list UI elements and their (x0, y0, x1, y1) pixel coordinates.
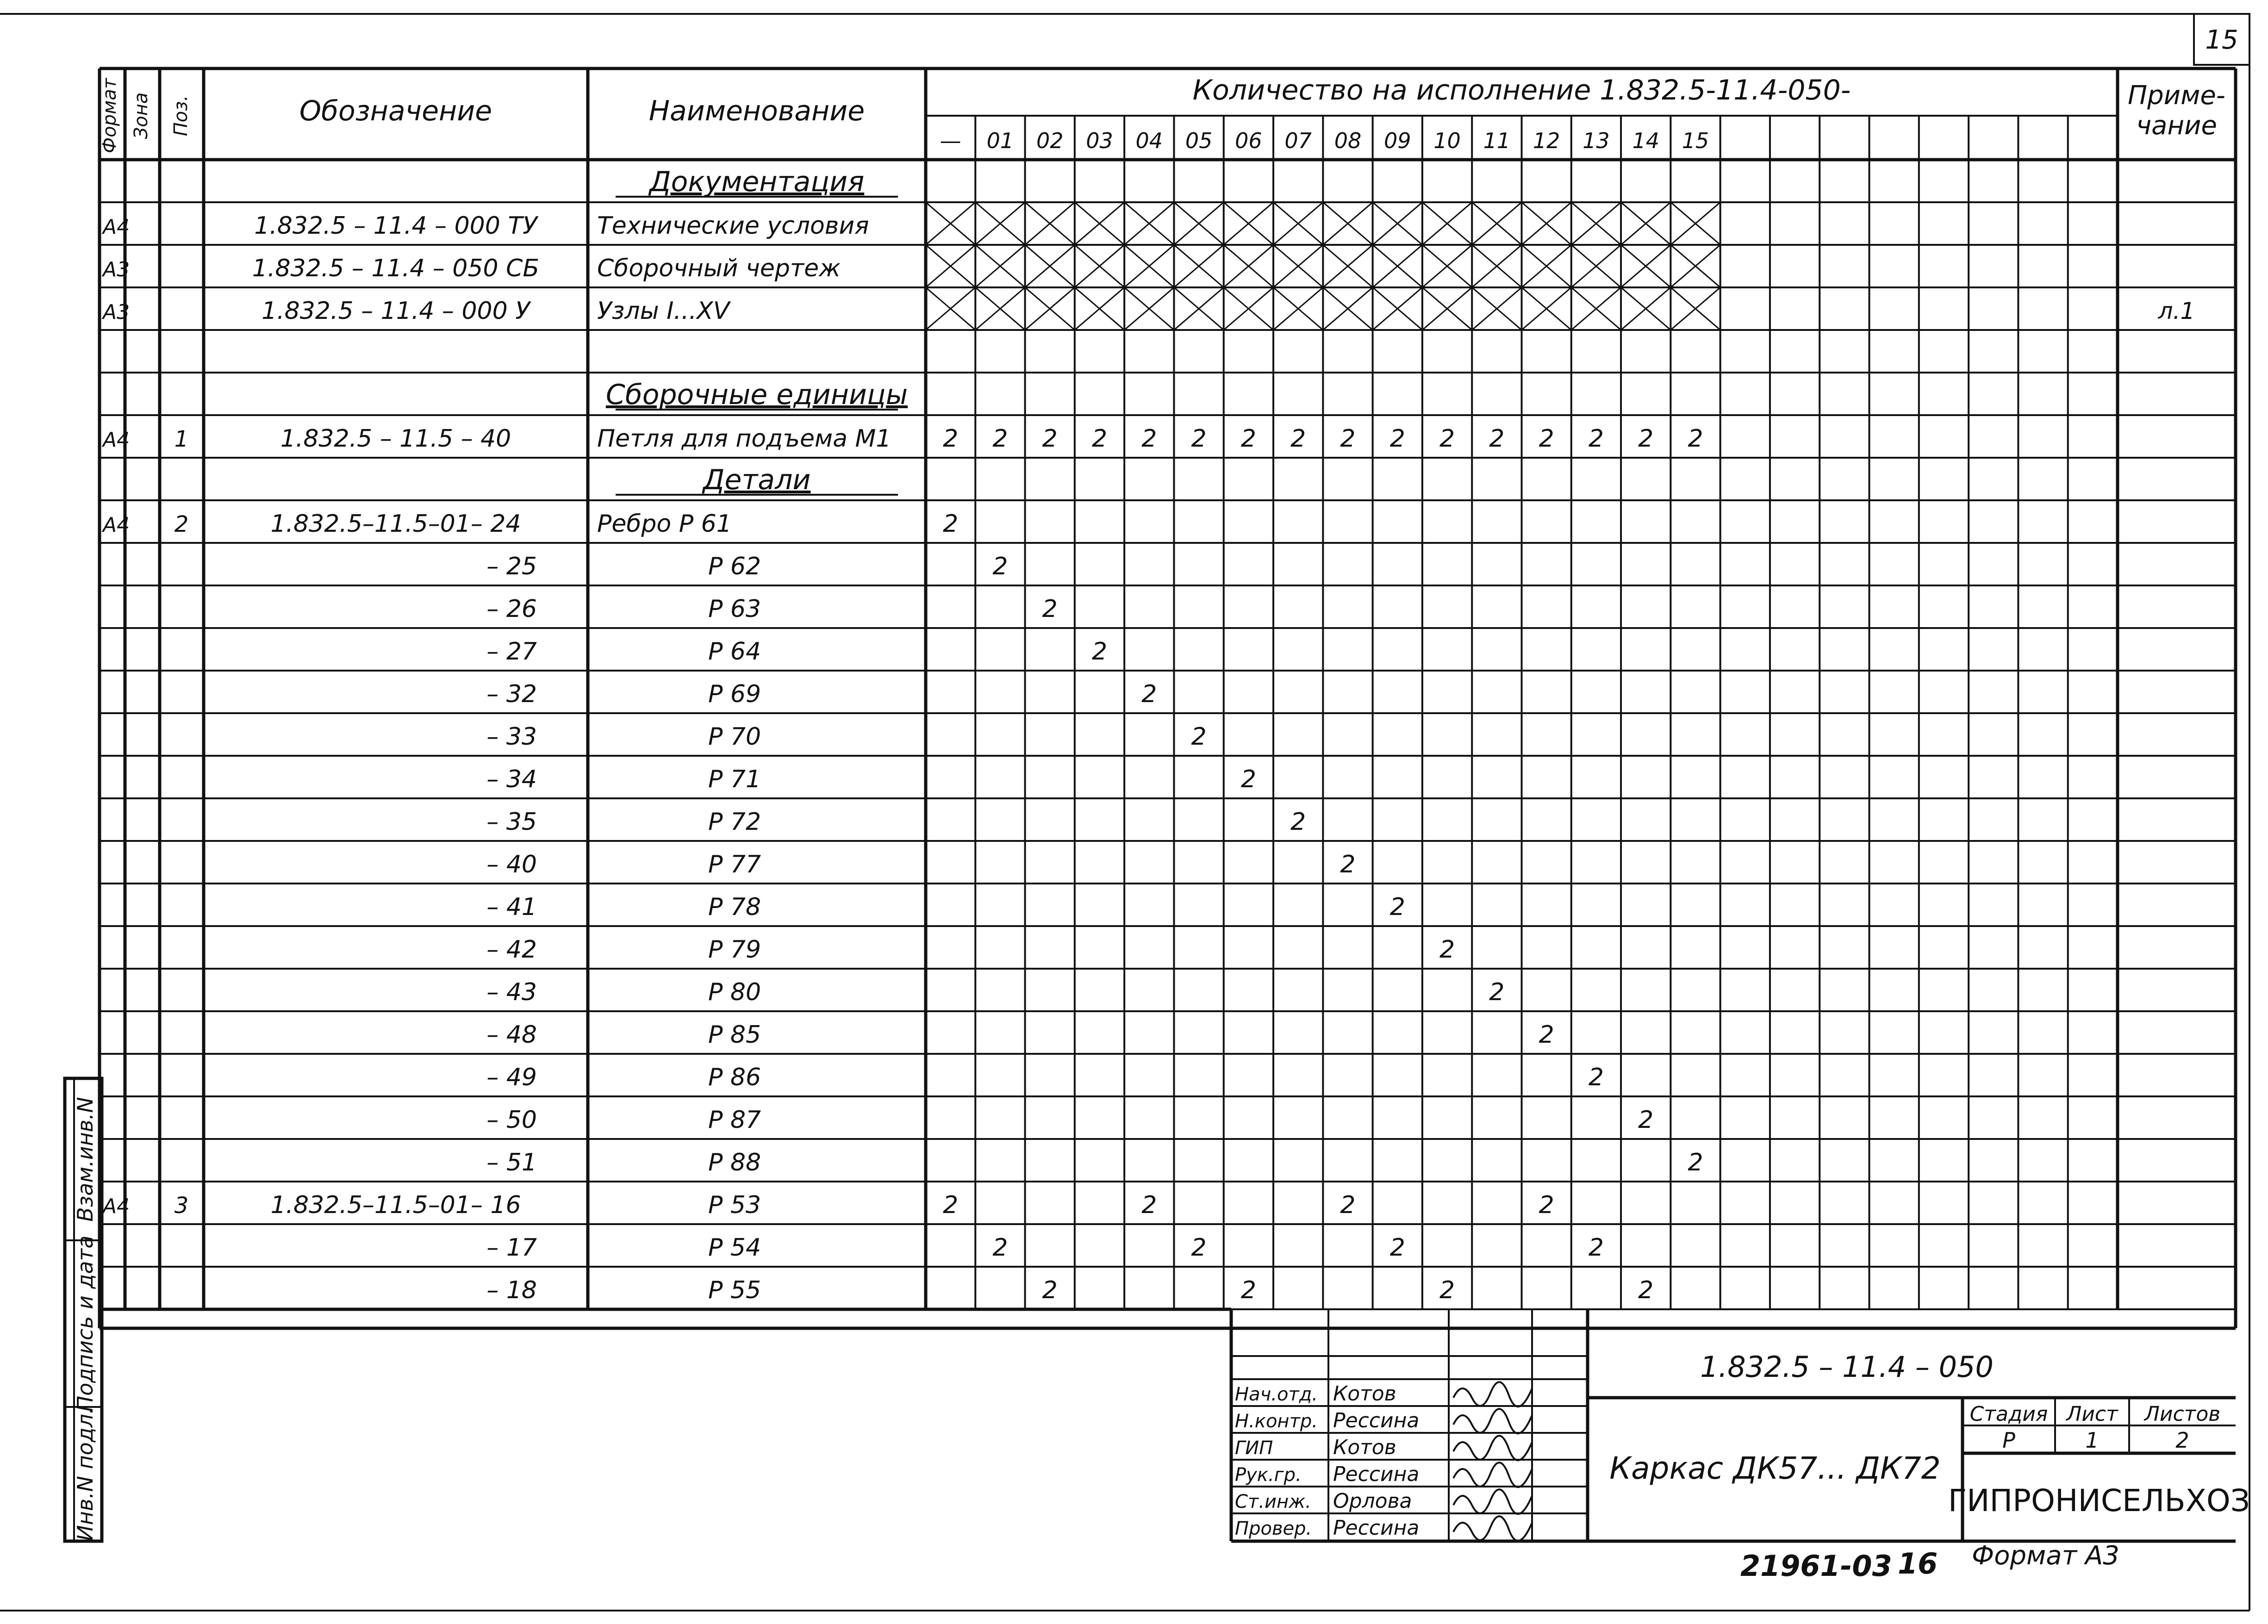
row-designation: – 34 (486, 765, 537, 793)
row-quantity: 2 (1688, 425, 1703, 453)
stage-value: Р (2002, 1428, 2015, 1453)
row-quantity: 2 (1389, 893, 1405, 921)
handwritten-signature (1453, 1489, 1532, 1514)
signature-row (1235, 1516, 1532, 1541)
row-name: Р 78 (708, 893, 761, 921)
archive-page: 16 (1898, 1547, 1938, 1580)
header-variant-14: 14 (1632, 128, 1660, 153)
signature-row (1235, 1409, 1532, 1433)
header-variant-7: 07 (1284, 128, 1312, 153)
table-row (101, 287, 2195, 330)
row-quantity: 2 (1141, 1191, 1157, 1219)
row-quantity: 2 (1588, 1064, 1604, 1091)
row-quantity: 2 (1539, 1191, 1554, 1219)
row-name: Р 53 (708, 1191, 761, 1219)
row-designation: – 43 (486, 978, 537, 1006)
row-quantity: 2 (1042, 425, 1058, 453)
header-quantity-title: Количество на исполнение 1.832.5-11.4-050- (1192, 74, 1851, 106)
row-name: Р 63 (708, 595, 761, 623)
table-rows (101, 166, 2195, 1304)
header-variant-11: 11 (1483, 128, 1511, 153)
row-name: Р 77 (708, 851, 761, 878)
row-quantity: 2 (1638, 1106, 1654, 1134)
sheet-format: Формат А3 (1972, 1541, 2119, 1571)
header-variant-10: 10 (1433, 128, 1461, 153)
sheets-value: 2 (2175, 1428, 2189, 1453)
row-quantity: 2 (992, 553, 1008, 580)
table-row (486, 851, 1355, 878)
row-format: А4 (103, 513, 130, 537)
table-row (486, 1149, 1703, 1176)
row-name: Р 64 (708, 638, 761, 666)
handwritten-signature (1453, 1462, 1532, 1487)
row-quantity: 2 (1439, 1276, 1455, 1304)
header-variant-15: 15 (1682, 128, 1709, 153)
table-row (486, 595, 1057, 623)
row-note: л.1 (2158, 298, 2195, 324)
row-section-title: Детали (703, 464, 811, 496)
row-designation: – 33 (486, 723, 537, 751)
header-variant-1: 01 (986, 128, 1014, 153)
table-row (486, 723, 1206, 751)
row-designation: – 17 (486, 1234, 537, 1262)
row-designation: – 26 (486, 595, 537, 623)
header-variant-6: 06 (1235, 128, 1262, 153)
side-label-original-inv: Инв.N подл. (73, 1407, 98, 1541)
side-label-signature-date: Подпись и дата (73, 1235, 98, 1412)
row-name: Р 71 (708, 765, 761, 793)
header-variant-0: — (940, 128, 961, 153)
table-row (486, 638, 1107, 666)
row-quantity: 2 (1141, 425, 1157, 453)
header-variant-4: 04 (1135, 128, 1163, 153)
signature-role: ГИП (1235, 1437, 1273, 1459)
row-quantity: 2 (943, 425, 959, 453)
header-pos: Поз. (170, 95, 192, 137)
row-quantity: 2 (1191, 723, 1207, 751)
header-variant-9: 09 (1383, 128, 1411, 153)
signature-role: Н.контр. (1235, 1411, 1318, 1432)
row-format: А4 (103, 215, 130, 239)
row-name: Р 85 (708, 1021, 761, 1049)
row-designation: 1.832.5–11.5–01– 24 (270, 510, 521, 538)
table-row (616, 166, 898, 198)
row-name: Ребро Р 61 (597, 510, 732, 538)
row-quantity: 2 (1042, 595, 1058, 623)
table-row (486, 1276, 1653, 1304)
row-designation: – 40 (486, 851, 537, 878)
row-quantity: 2 (1191, 1234, 1207, 1262)
table-row (101, 202, 1720, 245)
row-designation: – 25 (486, 553, 537, 580)
row-quantity: 2 (1240, 1276, 1256, 1304)
signature-name: Рессина (1333, 1516, 1420, 1540)
row-designation: – 51 (486, 1149, 537, 1176)
table-row (486, 893, 1405, 921)
row-section-title: Сборочные единицы (605, 379, 908, 411)
drawing-title: Каркас ДК57... ДК72 (1609, 1450, 1941, 1486)
row-section-title: Документация (649, 166, 865, 198)
header-format: Формат (99, 78, 120, 154)
row-designation: 1.832.5 – 11.5 – 40 (280, 425, 511, 453)
header-variant-5: 05 (1185, 128, 1213, 153)
row-quantity: 2 (1638, 1276, 1654, 1304)
table-row (486, 1234, 1604, 1262)
handwritten-signature (1453, 1516, 1532, 1541)
row-quantity: 2 (1389, 425, 1405, 453)
row-name: Р 70 (708, 723, 761, 751)
document-code: 1.832.5 – 11.4 – 050 (1700, 1350, 1994, 1384)
signature-row (1235, 1436, 1532, 1460)
row-quantity: 2 (1290, 808, 1306, 836)
side-stamp (65, 1078, 102, 1541)
row-format: А3 (103, 258, 130, 281)
row-format: А4 (103, 428, 130, 452)
signature-role: Ст.инж. (1235, 1491, 1311, 1512)
row-quantity: 2 (992, 425, 1008, 453)
row-quantity: 2 (992, 1234, 1008, 1262)
row-designation: – 48 (486, 1021, 537, 1049)
row-quantity: 2 (1340, 1191, 1356, 1219)
row-quantity: 2 (1638, 425, 1654, 453)
row-pos: 2 (174, 511, 189, 537)
row-designation: – 49 (486, 1064, 537, 1091)
row-quantity: 2 (1091, 638, 1108, 666)
stage-label: Стадия (1969, 1402, 2048, 1426)
row-name: Р 86 (708, 1064, 761, 1091)
row-name: Технические условия (597, 212, 869, 240)
row-name: Р 79 (708, 936, 761, 964)
sheet-value: 1 (2085, 1428, 2099, 1453)
row-designation: – 50 (486, 1106, 537, 1134)
signature-role: Рук.гр. (1235, 1464, 1302, 1486)
row-quantity: 2 (1588, 1234, 1604, 1262)
row-quantity: 2 (1240, 765, 1256, 793)
row-name: Р 55 (708, 1276, 761, 1304)
row-name: Сборочный чертеж (597, 255, 841, 282)
header-designation: Обозначение (299, 95, 492, 127)
row-quantity: 2 (1290, 425, 1306, 453)
row-quantity: 2 (1588, 425, 1604, 453)
row-name: Р 80 (708, 978, 761, 1006)
row-designation: – 32 (486, 680, 537, 708)
signature-row (1235, 1382, 1532, 1406)
row-name: Р 62 (708, 553, 761, 580)
row-format: А4 (103, 1195, 130, 1218)
signature-row (1235, 1489, 1532, 1514)
row-quantity: 2 (1240, 425, 1256, 453)
table-row (486, 1106, 1653, 1134)
table-row (486, 808, 1306, 836)
side-label-replaced-inv: Взам.инв.N (73, 1097, 98, 1222)
signature-role: Нач.отд. (1235, 1384, 1318, 1405)
header-variant-3: 03 (1086, 128, 1113, 153)
row-designation: – 35 (486, 808, 537, 836)
row-quantity: 2 (1539, 1021, 1554, 1049)
sheets-label: Листов (2144, 1402, 2221, 1426)
table-row (486, 1021, 1554, 1049)
header-variant-13: 13 (1583, 128, 1610, 153)
table-row (486, 765, 1256, 793)
row-name: Р 87 (708, 1106, 761, 1134)
sheet-label: Лист (2066, 1402, 2118, 1426)
organization: ГИПРОНИСЕЛЬХОЗ (1948, 1483, 2250, 1518)
header-variant-12: 12 (1533, 128, 1560, 153)
signature-name: Котов (1333, 1382, 1396, 1406)
table-row (101, 245, 1720, 287)
row-quantity: 2 (1340, 851, 1356, 878)
row-name: Р 88 (708, 1149, 761, 1176)
title-block (1231, 1309, 2250, 1541)
header-zone: Зона (131, 92, 152, 139)
table-row (101, 1191, 1554, 1219)
table-row (486, 553, 1008, 580)
archive-number: 21961-03 (1740, 1549, 1892, 1583)
row-quantity: 2 (1091, 425, 1108, 453)
row-quantity: 2 (1489, 978, 1505, 1006)
row-quantity: 2 (1539, 425, 1554, 453)
signature-row (1235, 1462, 1532, 1487)
signature-name: Рессина (1333, 1462, 1420, 1486)
header-note: Приме-чание (2128, 81, 2225, 141)
table-header (99, 74, 2225, 153)
row-quantity: 2 (1439, 936, 1455, 964)
header-variant-2: 02 (1036, 128, 1064, 153)
row-pos: 1 (174, 426, 189, 452)
row-designation: 1.832.5 – 11.4 – 050 СБ (252, 255, 540, 282)
table-row (101, 510, 958, 538)
row-designation: 1.832.5–11.5–01– 16 (270, 1191, 521, 1219)
row-quantity: 2 (1489, 425, 1505, 453)
row-quantity: 2 (1340, 425, 1356, 453)
signature-name: Котов (1333, 1436, 1396, 1459)
row-format: А3 (103, 300, 130, 324)
handwritten-signature (1453, 1382, 1532, 1406)
table-row (616, 464, 898, 496)
row-quantity: 2 (1191, 425, 1207, 453)
table-row (606, 379, 908, 411)
row-name: Петля для подъема М1 (597, 425, 891, 453)
table-row (101, 425, 1703, 453)
row-quantity: 2 (1389, 1234, 1405, 1262)
row-designation: – 41 (486, 893, 537, 921)
row-designation: 1.832.5 – 11.4 – 000 ТУ (254, 212, 537, 240)
table-row (486, 978, 1504, 1006)
footer (1740, 1541, 2119, 1583)
row-designation: – 42 (486, 936, 537, 964)
row-name: Р 54 (708, 1234, 761, 1262)
signature-role: Провер. (1235, 1518, 1312, 1539)
signature-name: Орлова (1333, 1489, 1412, 1513)
row-quantity: 2 (1439, 425, 1455, 453)
table-row (486, 936, 1455, 964)
row-designation: – 18 (486, 1276, 537, 1304)
handwritten-signature (1453, 1436, 1532, 1460)
page-number: 15 (2205, 25, 2238, 55)
page-number-box (2194, 14, 2249, 65)
row-quantity: 2 (1042, 1276, 1058, 1304)
row-quantity: 2 (1141, 680, 1157, 708)
row-quantity: 2 (943, 1191, 959, 1219)
row-name: Узлы I...XV (597, 297, 730, 325)
row-designation: – 27 (486, 638, 537, 666)
table-row (486, 1064, 1604, 1091)
header-name: Наименование (648, 95, 865, 127)
row-quantity: 2 (1688, 1149, 1703, 1176)
row-name: Р 72 (708, 808, 761, 836)
signature-name: Рессина (1333, 1409, 1420, 1432)
row-designation: 1.832.5 – 11.4 – 000 У (262, 297, 530, 325)
header-variant-8: 08 (1334, 128, 1362, 153)
row-pos: 3 (174, 1193, 189, 1219)
handwritten-signature (1453, 1409, 1532, 1433)
row-quantity: 2 (943, 510, 959, 538)
row-name: Р 69 (708, 680, 761, 708)
